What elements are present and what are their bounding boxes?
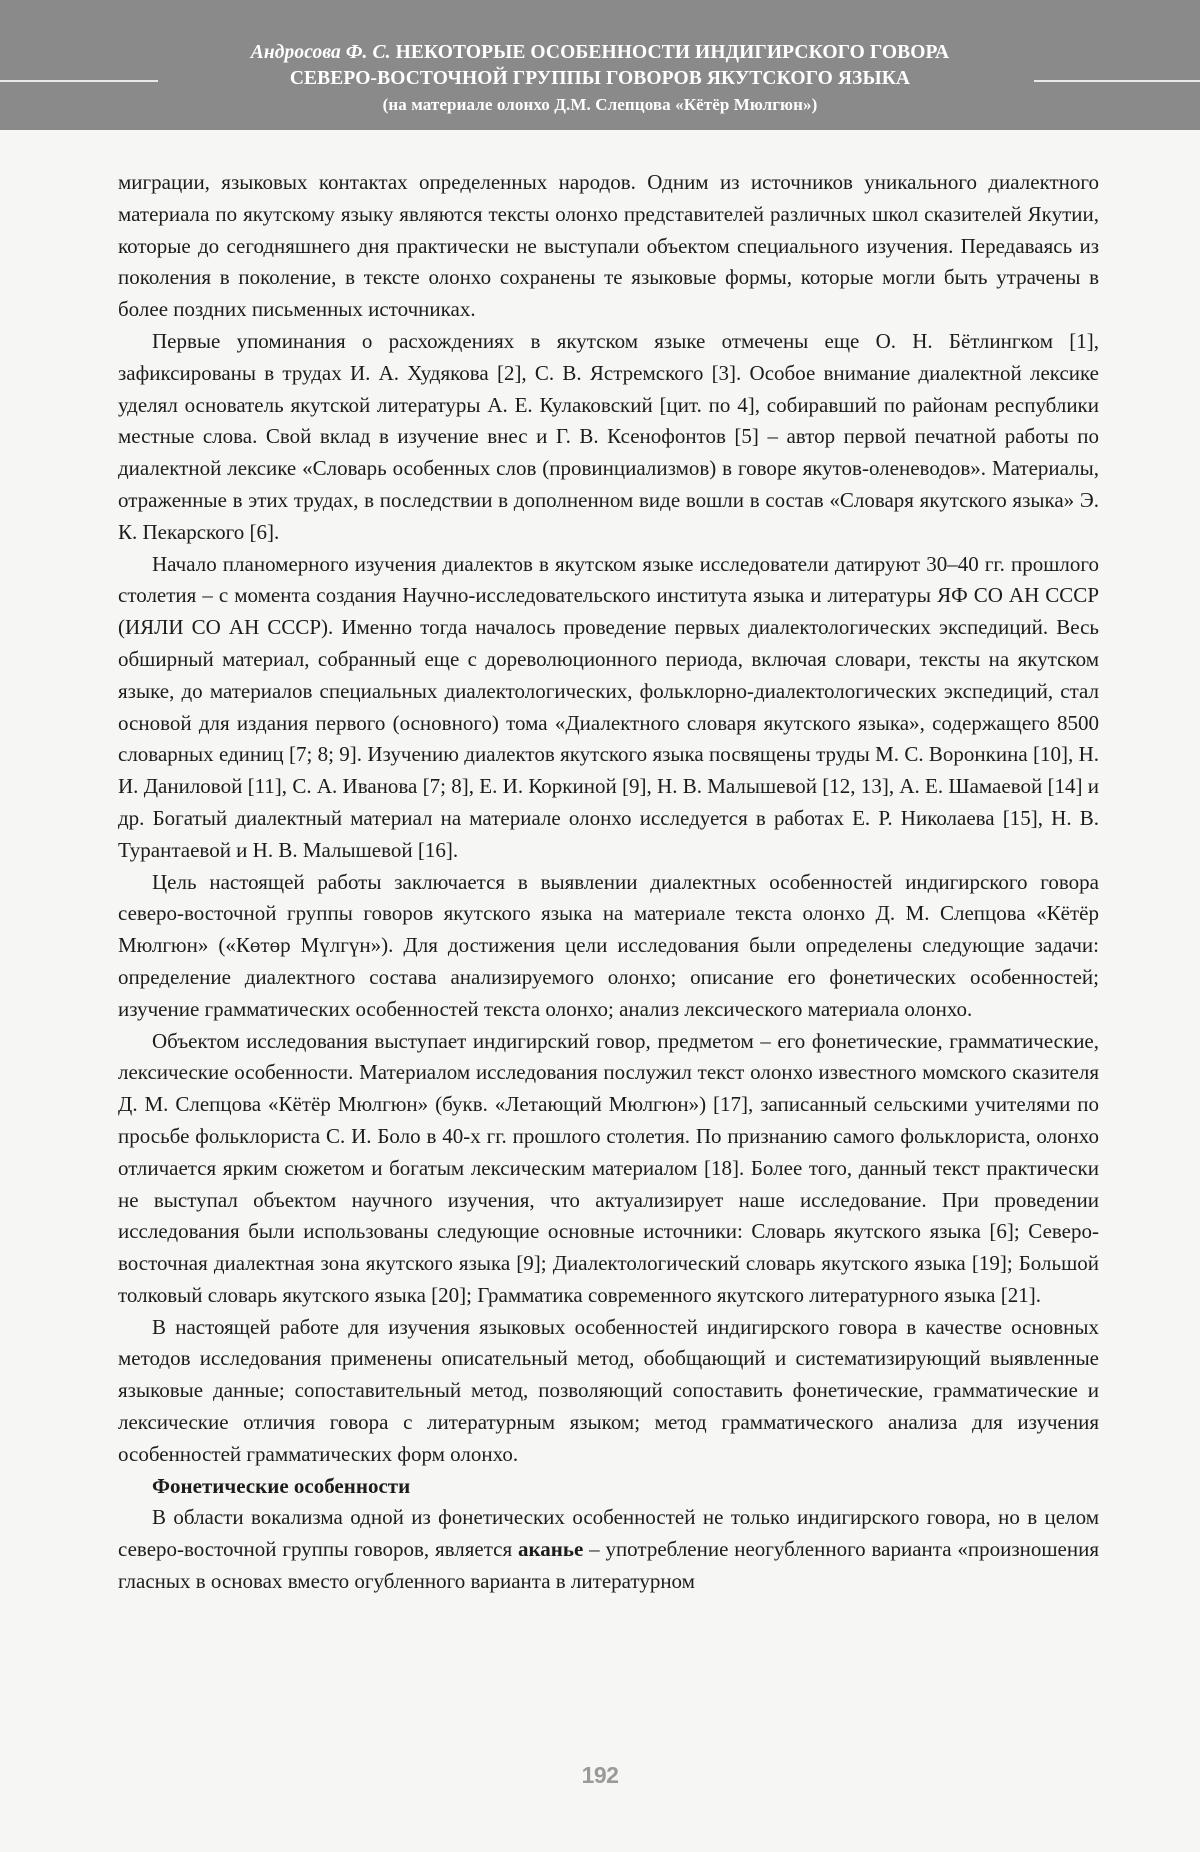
article-body [118,167,1099,1598]
header-title-line1: НЕКОТОРЫЕ ОСОБЕННОСТИ ИНДИГИРСКОГО ГОВОРА [395,42,950,63]
header-title-line3: (на материале олонхо Д.М. Слепцова «Кётёр Мюлгюн») [382,95,818,114]
header-title [170,40,1030,118]
page-number: 192 [581,1762,619,1788]
header-title-line2: СЕВЕРО-ВОСТОЧНОЙ ГРУППЫ ГОВОРОВ ЯКУТСКОГО ЯЗЫКА [289,68,911,89]
header-rule-left [0,80,158,82]
section-term: аканье [517,1537,584,1562]
section-text-before: В области вокализма одной из фонетических особенностей не только индигирского говора, но в целом северо-восточной группы говоров, является [118,1505,1099,1562]
header-author: Андросова Ф. С. [250,42,391,63]
header-rule-right [1034,80,1200,82]
paragraph: Цель настоящей работы заключается в выявлении диалектных особенностей индигирского говора северо-восточной группы говоров якутского языка на материале текста олонхо Д. М. Слепцова «Кётёр Мюлгюн» («Көтөр Мүлгүн»). Для достижения цели исследования были определены следующие задачи: определение диалектного состава анализируемого олонхо; описание его фонетических особенностей; изучение грамматических особенностей текста олонхо; анализ лексического материала олонхо. [118,869,1099,1021]
section-text-after: – употребление неогубленного варианта «произношения гласных в основах вместо огубленного варианта в литературном [118,1537,1099,1594]
running-header [0,0,1200,130]
paragraph: Объектом исследования выступает индигирский говор, предметом – его фонетические, грамматические, лексические особенности. Материалом исследования послужил текст олонхо известного момского сказителя Д. М. Слепцова «Кётёр Мюлгюн» (букв. «Летающий Мюлгюн») [17], записанный сельскими учителями по просьбе фольклориста С. И. Боло в 40-х гг. прошлого столетия. По признанию самого фольклориста, олонхо отличается ярким сюжетом и богатым лексическим материалом [18]. Более того, данный текст практически не выступал объектом научного изучения, что актуализирует наше исследование. При проведении исследования были использованы следующие основные источники: Словарь якутского языка [6]; Северо-восточная диалектная зона якутского языка [9]; Диалектологический словарь якутского языка [19]; Большой толковый словарь якутского языка [20]; Грамматика современного якутского литературного языка [21]. [118,1028,1099,1307]
paragraph: Первые упоминания о расхождениях в якутском языке отмечены еще О. Н. Бётлингком [1], зафиксированы в трудах И. А. Худякова [2], С. В. Ястремского [3]. Особое внимание диалектной лексике уделял основатель якутской литературы А. Е. Кулаковский [цит. по 4], собиравший по районам республики местные слова. Свой вклад в изучение внес и Г. В. Ксенофонтов [5] – автор первой печатной работы по диалектной лексике «Словарь особенных слов (провинциализмов) в говоре якутов-оленеводов». Материалы, отраженные в этих трудах, в последствии в дополненном виде вошли в состав «Словаря якутского языка» Э. К. Пекарского [6]. [118,328,1099,544]
paragraph: миграции, языковых контактах определенных народов. Одним из источников уникального диалектного материала по якутскому языку являются тексты олонхо представителей различных школ сказителей Якутии, которые до сегодняшнего дня практически не выступали объектом специального изучения. Передаваясь из поколения в поколение, в тексте олонхо сохранены те языковые формы, которые могли быть утрачены в более поздних письменных источниках. [118,170,1099,322]
section-heading: Фонетические особенности [152,1473,411,1498]
paragraph: Начало планомерного изучения диалектов в якутском языке исследователи датируют 30–40 гг. прошлого столетия – с момента создания Научно-исследовательского института языка и литературы ЯФ СО АН СССР (ИЯЛИ СО АН СССР). Именно тогда началось проведение первых диалектологических экспедиций. Весь обширный материал, собранный еще с дореволюционного периода, включая словари, тексты на якутском языке, до материалов специальных диалектологических, фольклорно-диалектологических экспедиций, стал основой для издания первого (основного) тома «Диалектного словаря якутского языка», содержащего 8500 словарных единиц [7; 8; 9]. Изучению диалектов якутского языка посвящены труды М. С. Воронкина [10], Н. И. Даниловой [11], С. А. Иванова [7; 8], Е. И. Коркиной [9], Н. В. Малышевой [12, 13], А. Е. Шамаевой [14] и др. Богатый диалектный материал на материале олонхо исследуется в работах Е. Р. Николаева [15], Н. В. Турантаевой и Н. В. Малышевой [16]. [118,551,1099,862]
paragraph [118,1502,1099,1597]
paragraph: В настоящей работе для изучения языковых особенностей индигирского говора в качестве основных методов исследования применены описательный метод, обобщающий и систематизирующий выявленные языковые данные; сопоставительный метод, позволяющий сопоставить фонетические, грамматические и лексические отличия говора с литературным языком; метод грамматического анализа для изучения особенностей грамматических форм олонхо. [118,1314,1099,1466]
